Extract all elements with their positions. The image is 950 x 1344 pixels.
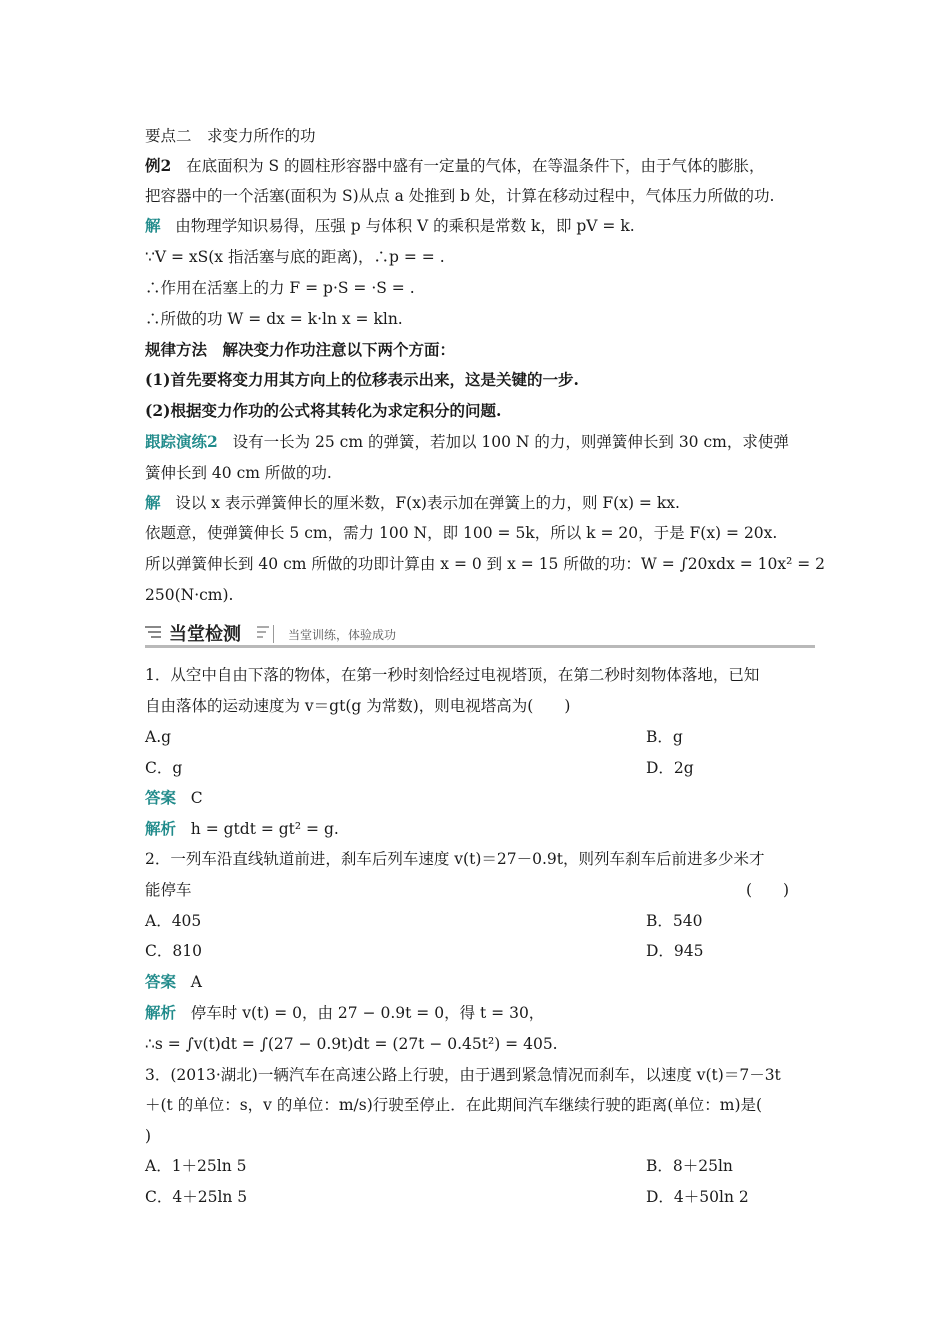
answer-value: A <box>190 973 202 991</box>
q1-option-a: A.g <box>145 728 172 746</box>
q2-option-c: C．810 <box>145 942 202 960</box>
answer-label: 答案 <box>145 788 177 807</box>
q3-line-3: ) <box>145 1127 152 1145</box>
q2-option-a: A．405 <box>145 912 202 930</box>
q3-line-2: ＋(t 的单位：s，v 的单位：m/s)行驶至停止．在此期间汽车继续行驶的距离(单位：m)是( <box>145 1096 763 1114</box>
q1-line-1: 1．从空中自由下落的物体，在第一秒时刻恰经过电视塔顶，在第二秒时刻物体落地，已知 <box>145 666 760 684</box>
q1-line-2: 自由落体的运动速度为 v＝gt(g 为常数)，则电视塔高为( ) <box>145 697 571 715</box>
example-2-line-2: 把容器中的一个活塞(面积为 S)从点 a 处推到 b 处，计算在移动过程中，气体压力所做的功. <box>145 187 775 205</box>
stripes-icon-right <box>255 624 273 642</box>
section-heading: 要点二 求变力所作的功 <box>145 127 316 145</box>
stripes-icon <box>145 624 165 642</box>
explanation-text: 停车时 v(t) = 0，由 27 − 0.9t = 0，得 t = 30， <box>190 1004 545 1022</box>
solution-line-2: ∵V = xS(x 指活塞与底的距离)，∴p = = . <box>145 248 445 266</box>
q3-line-1: 3．(2013·湖北)一辆汽车在高速公路上行驶，由于遇到紧急情况而刹车，以速度 v(t)＝7－3t <box>145 1066 781 1084</box>
drill-line-1 <box>145 432 789 452</box>
drill-text-1: 设有一长为 25 cm 的弹簧，若加以 100 N 的力，则弹簧伸长到 30 cm，求使弹 <box>232 433 789 451</box>
answer-label: 答案 <box>145 972 177 991</box>
q3-option-b: B．8＋25ln <box>646 1157 733 1175</box>
q2-line-2: 能停车 <box>145 881 192 899</box>
drill-solution-text-1: 设以 x 表示弹簧伸长的厘米数，F(x)表示加在弹簧上的力，则 F(x) = kx. <box>175 494 680 512</box>
q2-explanation <box>145 1003 544 1023</box>
drill-solution-label: 解 <box>145 493 161 512</box>
explanation-label: 解析 <box>145 1003 177 1022</box>
drill-solution-line-1 <box>145 493 680 513</box>
solution-label: 解 <box>145 216 161 235</box>
section-header <box>145 619 815 649</box>
drill-label: 跟踪演练2 <box>145 432 218 451</box>
q1-option-d: D．2g <box>646 759 694 777</box>
solution-line-1 <box>145 216 635 236</box>
q3-option-c: C．4＋25ln 5 <box>145 1188 248 1206</box>
example-text-1: 在底面积为 S 的圆柱形容器中盛有一定量的气体，在等温条件下，由于气体的膨胀， <box>186 157 765 175</box>
example-2-line-1 <box>145 156 765 176</box>
example-label: 例2 <box>145 156 172 175</box>
q2-option-b: B．540 <box>646 912 703 930</box>
q3-option-d: D．4＋50ln 2 <box>646 1188 749 1206</box>
method-point-1: (1)首先要将变力用其方向上的位移表示出来，这是关键的一步. <box>145 370 579 389</box>
section-underline <box>145 645 815 648</box>
q2-explanation-line-2: ∴s = ∫v(t)dt = ∫(27 − 0.9t)dt = (27t − 0.45t²) = 405. <box>145 1035 558 1053</box>
method-point-2: (2)根据变力作功的公式将其转化为求定积分的问题. <box>145 401 502 420</box>
q1-answer <box>145 788 203 808</box>
explanation-text: h = gtdt = gt² = g. <box>190 820 339 838</box>
q1-option-b: B．g <box>646 728 683 746</box>
section-subtitle: 当堂训练，体验成功 <box>288 628 397 642</box>
solution-line-3: ∴作用在活塞上的力 F = p·S = ·S = . <box>145 279 415 297</box>
drill-solution-line-2: 依题意，使弹簧伸长 5 cm，需力 100 N，即 100 = 5k，所以 k = 20，于是 F(x) = 20x. <box>145 524 778 542</box>
drill-line-2: 簧伸长到 40 cm 所做的功. <box>145 464 332 482</box>
q2-answer-paren: ( ) <box>746 881 790 899</box>
q2-option-d: D．945 <box>646 942 704 960</box>
divider <box>273 625 274 643</box>
drill-solution-line-3: 所以弹簧伸长到 40 cm 所做的功即计算由 x = 0 到 x = 15 所做的功：W = ∫20xdx = 10x² = 2 <box>145 555 826 573</box>
solution-line-4: ∴所做的功 W = dx = k·ln x = kln. <box>145 310 403 328</box>
q2-line-1: 2．一列车沿直线轨道前进，刹车后列车速度 v(t)＝27－0.9t，则列车刹车后前进多少米才 <box>145 850 765 868</box>
answer-value: C <box>190 789 203 807</box>
q1-explanation <box>145 819 339 839</box>
q2-answer <box>145 972 202 992</box>
drill-solution-line-4: 250(N·cm). <box>145 586 234 604</box>
method-title: 规律方法 解决变力作功注意以下两个方面： <box>145 340 456 359</box>
q3-option-a: A．1＋25ln 5 <box>145 1157 247 1175</box>
q1-option-c: C．g <box>145 759 183 777</box>
explanation-label: 解析 <box>145 819 177 838</box>
section-title: 当堂检测 <box>169 624 241 645</box>
solution-text-1: 由物理学知识易得，压强 p 与体积 V 的乘积是常数 k，即 pV = k. <box>175 217 635 235</box>
